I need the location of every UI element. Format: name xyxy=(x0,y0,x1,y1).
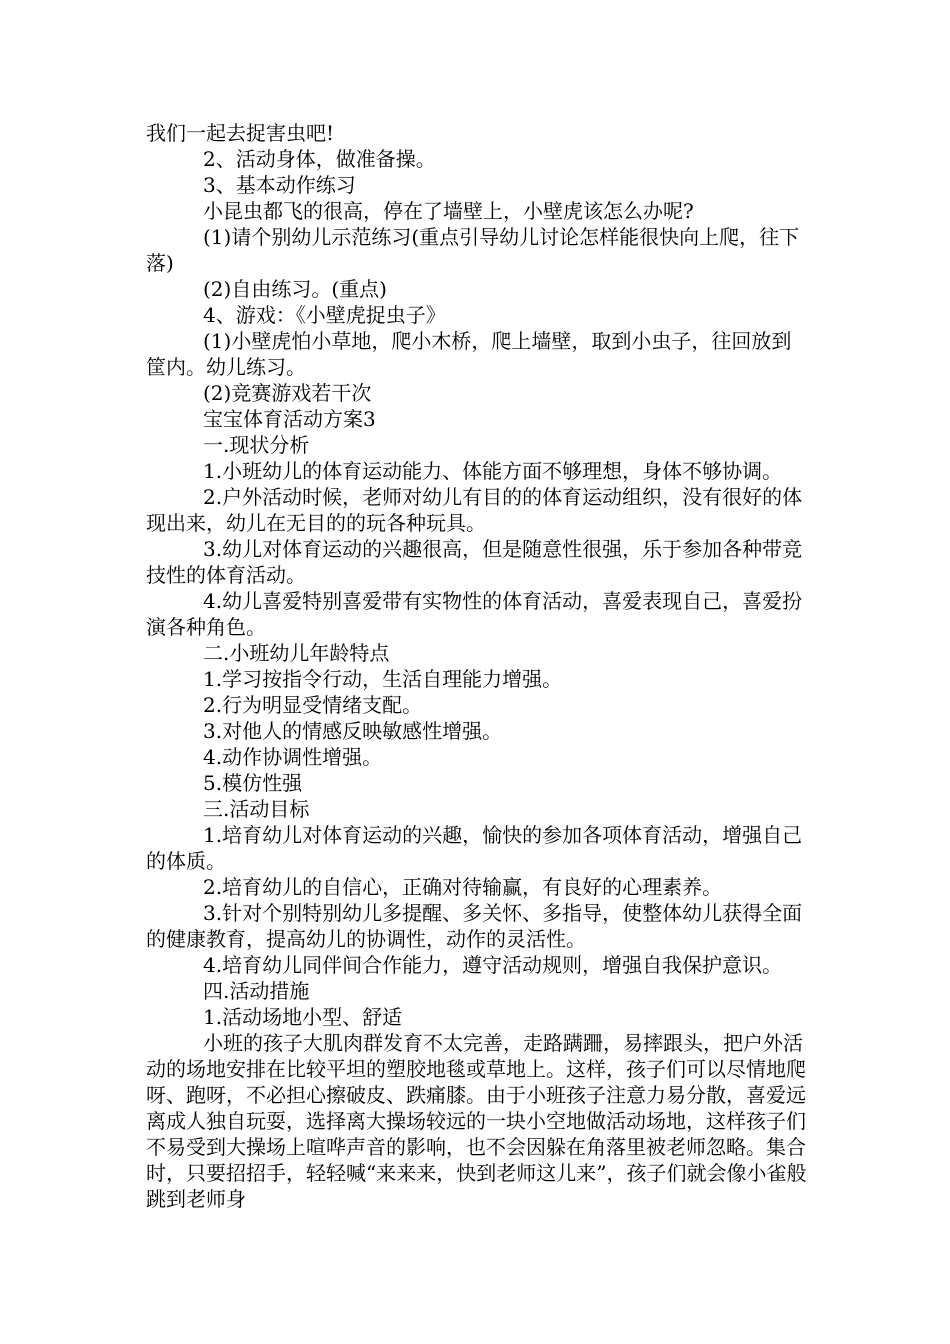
section-heading: 宝宝体育活动方案3 xyxy=(203,407,376,431)
paragraph: 4.动作协调性增强。 xyxy=(203,745,383,769)
section-heading: 一.现状分析 xyxy=(203,433,310,457)
paragraph: 2.培育幼儿的自信心，正确对待输赢，有良好的心理素养。 xyxy=(203,875,723,899)
paragraph: 4.培育幼儿同伴间合作能力，遵守活动规则，增强自我保护意识。 xyxy=(203,953,783,977)
section-heading: 二.小班幼儿年龄特点 xyxy=(203,641,390,665)
paragraph: (2)自由练习。(重点) xyxy=(203,277,387,301)
section-heading: 四.活动措施 xyxy=(203,979,310,1003)
paragraph: 2.户外活动时候，老师对幼儿有目的的体育运动组织，没有很好的体现出来，幼儿在无目的的玩各种玩具。 xyxy=(146,485,803,535)
paragraph: 3.对他人的情感反映敏感性增强。 xyxy=(203,719,503,743)
paragraph: (1)请个别幼儿示范练习(重点引导幼儿讨论怎样能很快向上爬，往下落) xyxy=(146,225,800,275)
paragraph: 1.学习按指令行动，生活自理能力增强。 xyxy=(203,667,563,691)
paragraph: 4.幼儿喜爱特别喜爱带有实物性的体育活动，喜爱表现自己，喜爱扮演各种角色。 xyxy=(146,589,803,639)
paragraph: 3.针对个别特别幼儿多提醒、多关怀、多指导，使整体幼儿获得全面的健康教育，提高幼儿的协调性，动作的灵活性。 xyxy=(146,901,803,951)
paragraph: 5.模仿性强 xyxy=(203,771,303,795)
document-body xyxy=(146,120,811,1212)
section-heading: 三.活动目标 xyxy=(203,797,310,821)
paragraph: 我们一起去捉害虫吧! xyxy=(146,121,335,145)
paragraph: 小昆虫都飞的很高，停在了墙壁上，小壁虎该怎么办呢? xyxy=(203,199,694,223)
paragraph: 小班的孩子大肌肉群发育不太完善，走路蹒跚，易摔跟头，把户外活动的场地安排在比较平坦的塑胶地毯或草地上。这样，孩子们可以尽情地爬呀、跑呀，不必担心擦破皮、跌痛膝。由于小班孩子注意力易分散，喜爱远离成人独自玩耍，选择离大操场较远的一块小空地做活动场地，这样孩子们不易受到大操场上喧哗声音的影响，也不会因躲在角落里被老师忽略。集合时，只要招招手，轻轻喊“来来来，快到老师这儿来”，孩子们就会像小雀般跳到老师身 xyxy=(146,1031,807,1211)
paragraph: 1.活动场地小型、舒适 xyxy=(203,1005,403,1029)
paragraph: 1.小班幼儿的体育运动能力、体能方面不够理想，身体不够协调。 xyxy=(203,459,783,483)
paragraph: (1)小壁虎怕小草地，爬小木桥，爬上墙壁，取到小虫子，往回放到筐内。幼儿练习。 xyxy=(146,329,792,379)
paragraph: 2.行为明显受情绪支配。 xyxy=(203,693,423,717)
paragraph: 1.培育幼儿对体育运动的兴趣，愉快的参加各项体育活动，增强自己的体质。 xyxy=(146,823,803,873)
paragraph: 3、基本动作练习 xyxy=(203,173,356,197)
paragraph: 3.幼儿对体育运动的兴趣很高，但是随意性很强，乐于参加各种带竞技性的体育活动。 xyxy=(146,537,803,587)
paragraph: 4、游戏：《小壁虎捉虫子》 xyxy=(203,303,446,327)
paragraph: (2)竞赛游戏若干次 xyxy=(203,381,372,405)
paragraph: 2、活动身体，做准备操。 xyxy=(203,147,436,171)
